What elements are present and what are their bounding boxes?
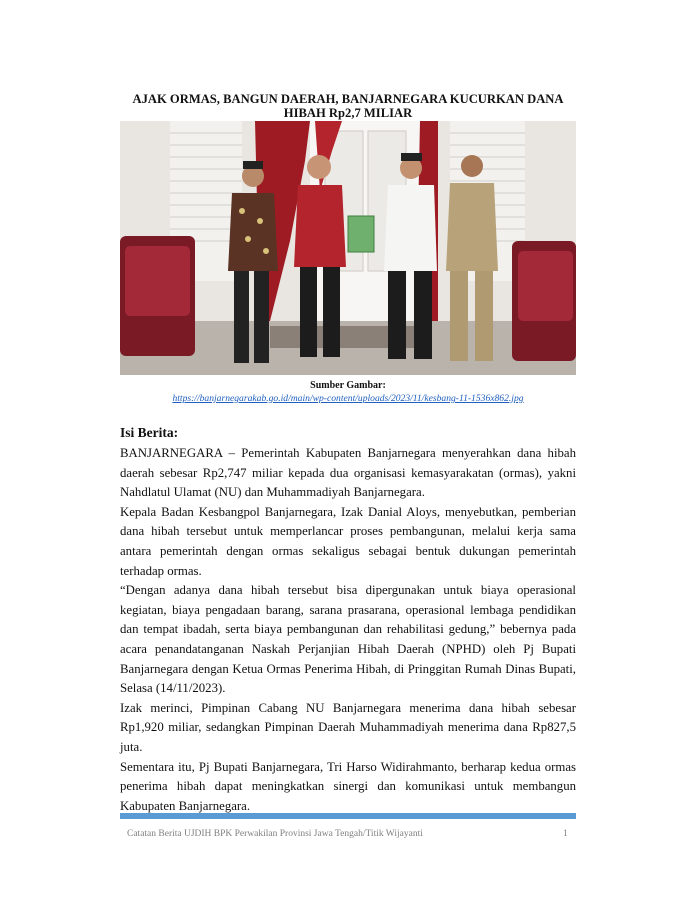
news-photo (120, 121, 576, 375)
image-source-link[interactable]: https://banjarnegarakab.go.id/main/wp-content/uploads/2023/11/kesbang-11-1536x862.jpg (172, 393, 524, 404)
article-body (120, 444, 576, 816)
body-paragraph: Kepala Badan Kesbangpol Banjarnegara, Izak Danial Aloys, menyebutkan, pemberian dana hibah tersebut untuk memperlancar proses pembangunan, melalui kerja sama antara pemerintah dengan ormas sekaligus sebagai bentuk dukungan pemerintah terhadap ormas. (120, 504, 576, 578)
article-title: AJAK ORMAS, BANGUN DAERAH, BANJARNEGARA KUCURKAN DANA HIBAH Rp2,7 MILIAR (132, 92, 564, 120)
body-paragraph: BANJARNEGARA – Pemerintah Kabupaten Banjarnegara menyerahkan dana hibah daerah sebesar Rp2,747 miliar kepada dua organisasi kemasyarakatan (ormas), yakni Nahdlatul Ulamat (NU) dan Muhammadiyah Banjarnegara. (120, 446, 576, 500)
image-source-label: Sumber Gambar: (310, 380, 386, 391)
footer-rule (120, 813, 576, 819)
footer-text: Catatan Berita UJDIH BPK Perwakilan Provinsi Jawa Tengah/Titik Wijayanti (127, 829, 423, 839)
page-number: 1 (563, 829, 568, 839)
body-paragraph: Sementara itu, Pj Bupati Banjarnegara, Tri Harso Widirahmanto, berharap kedua ormas penerima hibah dapat meningkatkan sinergi dan komunikasi untuk membangun Kabupaten Banjarnegara. (120, 759, 576, 813)
section-heading: Isi Berita: (120, 425, 179, 440)
body-paragraph: “Dengan adanya dana hibah tersebut bisa dipergunakan untuk biaya operasional kegiatan, biaya pengadaan barang, sarana prasarana, operasional lembaga pendidikan dan tempat ibadah, serta biaya pembangunan dan rehabilitasi gedung,” bebernya pada acara penandatanganan Naskah Perjanjian Hibah Daerah (NPHD) oleh Pj Bupati Banjarnegara dengan Ketua Ormas Penerima Hibah, di Pringgitan Rumah Dinas Bupati, Selasa (14/11/2023). (120, 583, 576, 696)
body-paragraph: Izak merinci, Pimpinan Cabang NU Banjarnegara menerima dana hibah sebesar Rp1,920 miliar, sedangkan Pimpinan Daerah Muhammadiyah menerima dana Rp827,5 juta. (120, 700, 576, 754)
